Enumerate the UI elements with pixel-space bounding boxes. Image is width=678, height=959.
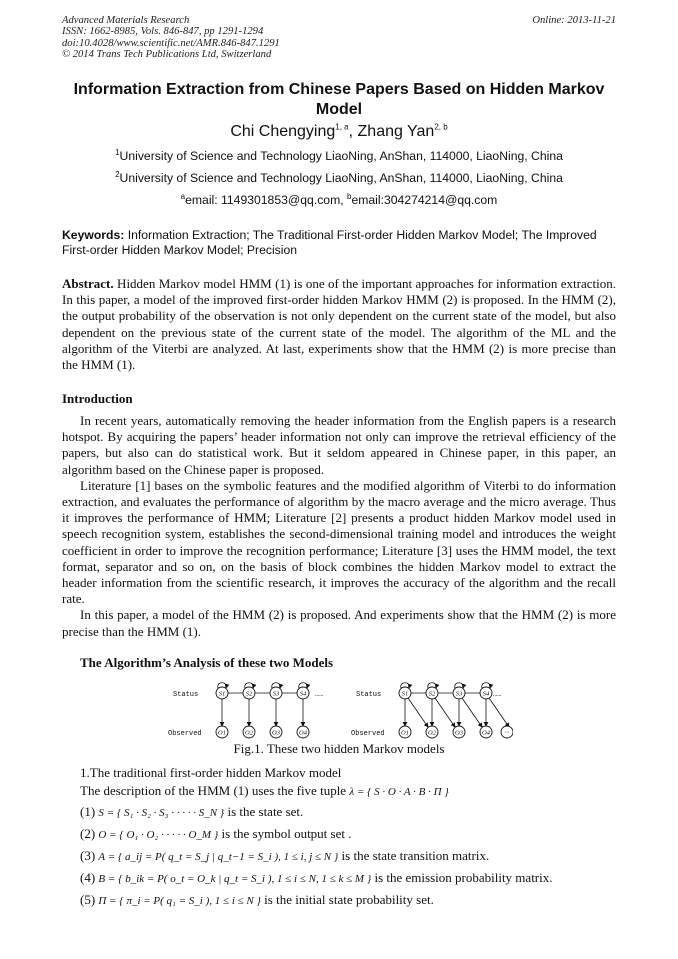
definition-3 [80,848,489,864]
journal-name: Advanced Materials Research [62,15,190,26]
right-obs-label-extra: ··· [504,729,510,736]
left-model [218,683,307,726]
left-observed-label: Observed [168,730,202,738]
definition-2-formula: O = { O₁ · O₂ · · · · · O_M } [98,829,219,841]
intro-paragraph-3: In this paper, a model of the HMM (2) is proposed. And experiments show that the HMM (2) is more precise than the HMM (1). [62,607,616,639]
paper-title: Information Extraction from Chinese Papers Based on Hidden Markov Model [73,81,605,118]
keywords-label: Keywords: [62,228,125,242]
definition-5 [80,892,434,908]
definition-1-formula: S = { S₁ · S₂ · S₃ · · · · · S_N } [98,807,225,819]
abstract-label: Abstract. [62,276,114,291]
affiliation-2-mark: 2 [115,169,120,179]
definition-1-text: is the state set. [224,804,304,819]
right-obs-label-1: O1 [401,729,409,737]
definition-3-text: is the state transition matrix. [338,848,490,863]
author-line [62,123,616,141]
author-1-affil: 1, a [335,122,349,132]
definition-2-number: (2) [80,826,99,841]
left-state-label-2: S2 [245,690,253,698]
left-obs-label-2: O2 [245,729,253,737]
introduction-body [62,413,616,640]
figure-caption: Fig.1. These two hidden Markov models [233,741,445,756]
author-2: Zhang Yan [357,123,435,140]
online-date: Online: 2013-11-21 [532,15,616,26]
author-1: Chi Chengying [230,123,336,140]
right-observed-label: Observed [351,730,385,738]
intro-paragraph-1: In recent years, automatically removing the header information from the English papers is a research hotspot. By acquiring the papers’ header information not only can improve the retrieval efficiency of the papers, but also can do statistical work. But it seldom appeared in Chinese paper, in this paper, an algorithm based on the Chinese paper is proposed. [62,413,616,477]
definition-5-text: is the initial state probability set. [260,892,434,907]
issn-line: ISSN: 1662-8985, Vols. 846-847, pp 1291-1294 [62,26,264,38]
right-state-label-3: S3 [455,690,463,698]
left-state-label-3: S3 [272,690,280,698]
right-ellipsis: …… [493,691,502,699]
definition-2-text: is the symbol output set . [218,826,352,841]
definition-4-formula: B = { b_ik = P( o_t = O_k | q_t = S_i ), 1 ≤ i ≤ N, 1 ≤ k ≤ M } [98,873,372,885]
email-b-mark: b [347,191,352,201]
definition-5-formula: Π = { π_i = P( q₁ = S_i ), 1 ≤ i ≤ N } [98,895,261,907]
five-tuple-line [80,783,449,799]
left-status-label: Status [173,691,199,699]
introduction-heading: Introduction [62,391,133,406]
email-a-mark: a [180,191,186,201]
five-tuple-text: The description of the HMM (1) uses the five tuple [80,783,350,798]
affiliation-2 [62,171,616,185]
hmm-figure [168,681,513,741]
five-tuple-formula: λ = { S · O · A · B · Π } [349,786,449,798]
copyright-line: © 2014 Trans Tech Publications Ltd, Switzerland [62,49,272,61]
left-obs-label-1: O1 [218,729,226,737]
definition-1 [80,804,303,820]
left-state-label-1: S1 [218,690,226,698]
affiliation-1-mark: 1 [115,147,120,157]
affiliation-1-text: University of Science and Technology LiaoNing, AnShan, 114000, LiaoNing, China [119,149,563,163]
keywords [62,228,616,259]
doi-line: doi:10.4028/www.scientific.net/AMR.846-847.1291 [62,37,280,49]
right-obs-label-4: O4 [482,729,490,737]
email-a: email: 1149301853@qq.com, [185,193,348,207]
right-state-label-4: S4 [482,690,490,698]
definition-1-number: (1) [80,804,99,819]
affiliation-1 [62,149,616,163]
definition-3-number: (3) [80,848,99,863]
left-state-label-4: S4 [299,690,307,698]
abstract-text: Hidden Markov model HMM (1) is one of the important approaches for information extraction. In this paper, a model of the improved first-order hidden Markov HMM (2) is proposed. In the HMM (2), the output probability of the observation is not only dependent on the current state of the model, but also dependent on the previous state of the current state of the model. The algorithm of the ML and the algorithm of the Viterbi are analyzed. At last, experiments show that the HMM (2) is more precise than the HMM (1). [62,276,616,373]
abstract [62,276,616,373]
email-b: email:304274214@qq.com [351,193,498,207]
affiliation-2-text: University of Science and Technology LiaoNing, AnShan, 114000, LiaoNing, China [119,171,563,185]
right-obs-label-2: O2 [428,729,436,737]
model-subtitle: 1.The traditional first-order hidden Markov model [80,765,342,780]
intro-paragraph-2: Literature [1] bases on the symbolic features and the modified algorithm of Viterbi to do information extraction, and evaluates the performance of algorithm by the macro average and the micro average. Thus it improves the performance of HMM; Literature [2] presents a product hidden Markov model used in speech recognition system, establishes the second-dimensional training model and introduces the weight coefficient in order to improve the recognition performance; Literature [3] uses the HMM model, the text format, separator and so on, on the basis of block combines the hidden Markov model to extract the header information from the scientific research, it improves the accuracy of the algorithm and the recall rate. [62,477,616,607]
email-line [62,193,616,207]
definition-5-number: (5) [80,892,99,907]
author-2-affil: 2, b [434,122,448,132]
definition-2 [80,826,351,842]
left-obs-label-4: O4 [299,729,307,737]
journal-header [62,15,280,61]
left-obs-label-3: O3 [272,729,280,737]
right-obs-label-3: O3 [455,729,463,737]
right-state-label-1: S1 [401,690,409,698]
right-state-label-2: S2 [428,690,436,698]
left-ellipsis: …… [315,691,324,699]
definition-3-formula: A = { a_ij = P( q_t = S_j | q_t−1 = S_i ), 1 ≤ i, j ≤ N } [98,851,339,863]
right-status-label: Status [356,691,382,699]
definition-4-number: (4) [80,870,99,885]
definition-4 [80,870,553,886]
algorithm-heading: The Algorithm’s Analysis of these two Models [80,655,334,670]
author-separator: , [348,123,358,140]
keywords-text: Information Extraction; The Traditional First-order Hidden Markov Model; The Improved First-order Hidden Markov Model; Precision [62,228,597,258]
definition-4-text: is the emission probability matrix. [371,870,553,885]
